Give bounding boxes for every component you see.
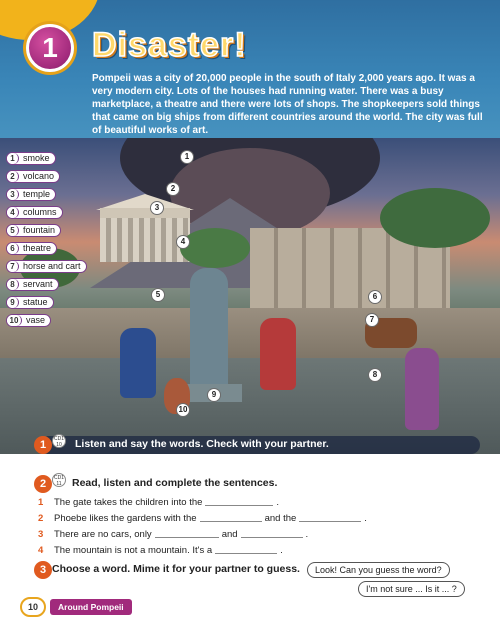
picture-marker: 5: [151, 288, 165, 302]
vocabulary-word: theatre: [23, 243, 52, 253]
vocabulary-number: 6: [7, 243, 19, 254]
vocabulary-number: 3: [7, 189, 19, 200]
activity-3-instruction: Choose a word. Mime it for your partner to guess.: [52, 563, 300, 575]
answer-blank[interactable]: [215, 545, 277, 554]
picture-marker: 8: [368, 368, 382, 382]
vocabulary-word: vase: [26, 315, 46, 325]
vocabulary-item: [6, 242, 57, 255]
vocabulary-item: [6, 152, 56, 165]
activity-2-number: 2: [34, 475, 52, 493]
vocabulary-word: statue: [23, 297, 48, 307]
answer-blank[interactable]: [155, 529, 219, 538]
sentence-item: [38, 529, 308, 540]
unit-title: Disaster!: [92, 26, 247, 64]
vocabulary-number: 5: [7, 225, 19, 236]
vocabulary-word: servant: [23, 279, 53, 289]
picture-marker: 1: [180, 150, 194, 164]
sentence-text: The gate takes the children into the: [54, 497, 203, 508]
cd-audio-icon[interactable]: CD1 10: [53, 436, 64, 448]
vocabulary-item: [6, 314, 51, 327]
temple-columns: [100, 208, 190, 262]
unit-number-badge: 1: [26, 24, 74, 72]
activity-1-number: 1: [34, 436, 52, 454]
vocabulary-item: [6, 206, 63, 219]
tree: [380, 188, 490, 248]
sentence-item: [38, 513, 367, 524]
vocabulary-word: temple: [23, 189, 51, 199]
sentence-text: .: [280, 545, 283, 556]
vocabulary-number: 4: [7, 207, 19, 218]
child-figure: [260, 318, 296, 390]
sentence-number: 1: [38, 497, 44, 508]
vocabulary-word: columns: [23, 207, 57, 217]
sentence-text: The mountain is not a mountain. It's a: [54, 545, 213, 556]
sentence-text: Phoebe likes the gardens with the: [54, 513, 197, 524]
statue-figure: [190, 268, 228, 388]
vocabulary-number: 8: [7, 279, 19, 290]
sentence-text: .: [364, 513, 367, 524]
answer-blank[interactable]: [241, 529, 303, 538]
answer-blank[interactable]: [205, 497, 273, 506]
vocabulary-item: [6, 260, 87, 273]
sentence-text: and the: [264, 513, 297, 524]
sentence-item: [38, 497, 279, 508]
vocabulary-word: smoke: [23, 153, 50, 163]
sentence-text: There are no cars, only: [54, 529, 152, 540]
intro-paragraph: Pompeii was a city of 20,000 people in the south of Italy 2,000 years ago. It was a very modern city. Lots of the houses had running water. There was a busy marketplace, a theatre and there were lots of shops. The shopkeepers sold things that came on big ships from different countries around the world. The city was full of beautiful works of art.: [92, 73, 483, 136]
picture-marker: 9: [207, 388, 221, 402]
picture-marker: 7: [365, 313, 379, 327]
page-number: 10: [20, 597, 46, 617]
activity-1-instruction: Listen and say the words. Check with your partner.: [75, 438, 329, 450]
cd-audio-icon[interactable]: CD1 11: [53, 475, 64, 487]
vocabulary-item: [6, 170, 60, 183]
answer-blank[interactable]: [299, 513, 361, 522]
child-figure: [405, 348, 439, 430]
vocabulary-number: 2: [7, 171, 19, 182]
answer-blank[interactable]: [200, 513, 262, 522]
activity-3-number: 3: [34, 561, 52, 579]
vocabulary-item: [6, 278, 59, 291]
vocabulary-number: 1: [7, 153, 19, 164]
sentence-item: [38, 545, 283, 556]
picture-marker: 6: [368, 290, 382, 304]
sentence-number: 2: [38, 513, 44, 524]
sentence-text: and: [221, 529, 238, 540]
picture-marker: 10: [176, 403, 190, 417]
vocabulary-number: 7: [7, 261, 19, 272]
vocabulary-number: 9: [7, 297, 19, 308]
vocabulary-number: 10: [7, 315, 22, 326]
pompeii-illustration: [0, 138, 500, 454]
speech-bubble: Look! Can you guess the word?: [307, 562, 450, 578]
child-figure: [120, 328, 156, 398]
sentence-number: 3: [38, 529, 44, 540]
vocabulary-item: [6, 296, 54, 309]
tree: [180, 228, 250, 268]
vocabulary-item: [6, 188, 56, 201]
picture-marker: 4: [176, 235, 190, 249]
sentence-number: 4: [38, 545, 44, 556]
section-tag: Around Pompeii: [50, 599, 132, 615]
vocabulary-word: fountain: [23, 225, 56, 235]
sentence-text: .: [276, 497, 280, 508]
vocabulary-item: [6, 224, 61, 237]
sentence-text: .: [305, 529, 309, 540]
vocabulary-word: horse and cart: [23, 261, 81, 271]
activity-2-instruction: Read, listen and complete the sentences.: [72, 477, 278, 489]
picture-marker: 3: [150, 201, 164, 215]
speech-bubble: I'm not sure ... Is it ... ?: [358, 581, 465, 597]
vocabulary-word: volcano: [23, 171, 55, 181]
picture-marker: 2: [166, 182, 180, 196]
